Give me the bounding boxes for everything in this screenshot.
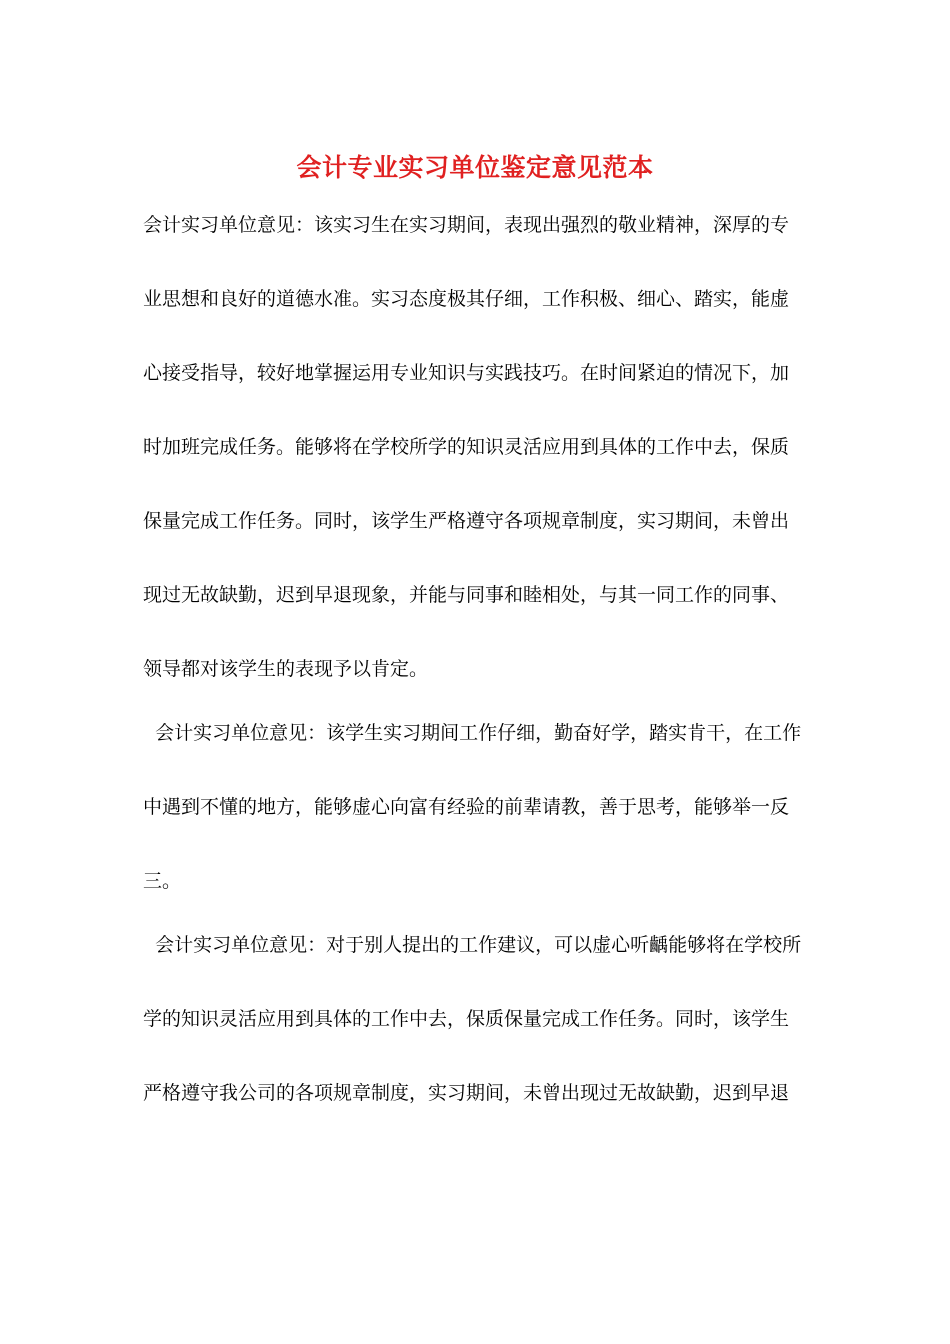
- body-line-1: 会计实习单位意见：该实习生在实习期间，表现出强烈的敬业精神，深厚的专: [143, 214, 790, 236]
- body-line-13: 严格遵守我公司的各项规章制度，实习期间，未曾出现过无故缺勤，迟到早退: [143, 1082, 790, 1104]
- body-line-7: 领导都对该学生的表现予以肯定。: [143, 658, 429, 680]
- body-line-9: 中遇到不懂的地方，能够虚心向富有经验的前辈请教，善于思考，能够举一反: [143, 796, 790, 818]
- body-line-8: 会计实习单位意见：该学生实习期间工作仔细，勤奋好学，踏实肯干，在工作: [143, 722, 802, 744]
- body-line-2: 业思想和良好的道德水准。实习态度极其仔细，工作积极、细心、踏实，能虚: [143, 288, 790, 310]
- body-line-3: 心接受指导，较好地掌握运用专业知识与实践技巧。在时间紧迫的情况下，加: [143, 362, 790, 384]
- document-title: 会计专业实习单位鉴定意见范本: [296, 153, 654, 182]
- body-line-12: 学的知识灵活应用到具体的工作中去，保质保量完成工作任务。同时，该学生: [143, 1008, 790, 1030]
- body-line-6: 现过无故缺勤，迟到早退现象，并能与同事和睦相处，与其一同工作的同事、: [143, 584, 790, 606]
- body-line-10: 三。: [143, 870, 182, 892]
- body-line-4: 时加班完成任务。能够将在学校所学的知识灵活应用到具体的工作中去，保质: [143, 436, 790, 458]
- body-line-11: 会计实习单位意见：对于别人提出的工作建议，可以虚心听齲能够将在学校所: [143, 934, 802, 956]
- body-line-5: 保量完成工作任务。同时，该学生严格遵守各项规章制度，实习期间，未曾出: [143, 510, 790, 532]
